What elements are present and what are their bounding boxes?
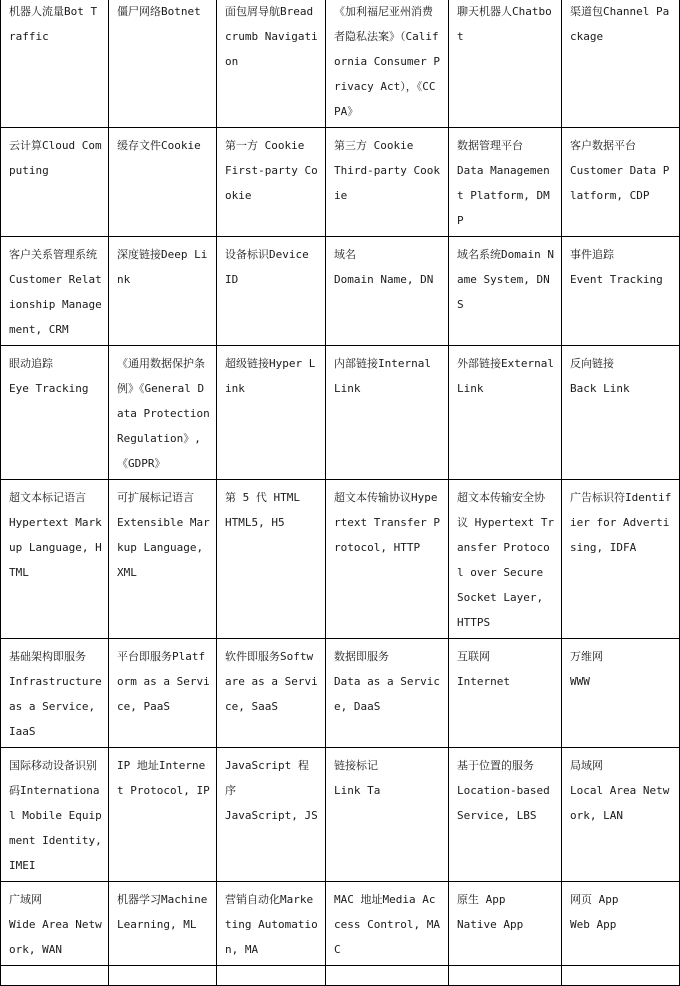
term-cell: 设备标识Device ID	[217, 237, 326, 346]
term-cell: 第一方 Cookie First-party Cookie	[217, 128, 326, 237]
table-row	[1, 639, 680, 748]
term-cell: 数据即服务 Data as a Service, DaaS	[326, 639, 449, 748]
term-cell: 聊天机器人Chatbot	[449, 0, 562, 128]
term-cell: 软件即服务Software as a Service, SaaS	[217, 639, 326, 748]
table-row	[1, 0, 680, 128]
term-cell: 第 5 代 HTML HTML5, H5	[217, 480, 326, 639]
term-cell: 《通用数据保护条例》《General Data Protection Regulation》,《GDPR》	[109, 346, 217, 480]
term-cell: 内部链接Internal Link	[326, 346, 449, 480]
glossary-body	[1, 0, 680, 986]
term-cell: 互联网 Internet	[449, 639, 562, 748]
term-cell: 客户数据平台 Customer Data Platform, CDP	[562, 128, 680, 237]
term-cell: 外部链接External Link	[449, 346, 562, 480]
term-cell: JavaScript 程序 JavaScript, JS	[217, 748, 326, 882]
term-cell: 万维网 WWW	[562, 639, 680, 748]
table-row	[1, 748, 680, 882]
term-cell: 超文本传输协议Hypertext Transfer Protocol, HTTP	[326, 480, 449, 639]
term-cell: 超级链接Hyper Link	[217, 346, 326, 480]
term-cell: 广告标识符Identifier for Advertising, IDFA	[562, 480, 680, 639]
term-cell: 可扩展标记语言 Extensible Markup Language, XML	[109, 480, 217, 639]
term-cell: 局域网 Local Area Network, LAN	[562, 748, 680, 882]
term-cell: 云计算Cloud Computing	[1, 128, 109, 237]
term-cell: 《加利福尼亚州消费者隐私法案》（California Consumer Privacy Act），《CCPA》	[326, 0, 449, 128]
term-cell: 域名系统Domain Name System, DNS	[449, 237, 562, 346]
term-cell: 基于位置的服务 Location-based Service, LBS	[449, 748, 562, 882]
term-cell: 机器人流量Bot Traffic	[1, 0, 109, 128]
term-cell: IP 地址Internet Protocol, IP	[109, 748, 217, 882]
term-cell: 渠道包Channel Package	[562, 0, 680, 128]
table-row-partial	[1, 966, 680, 986]
term-cell: 深度链接Deep Link	[109, 237, 217, 346]
term-cell: 广域网 Wide Area Network, WAN	[1, 882, 109, 966]
term-cell: 域名 Domain Name, DN	[326, 237, 449, 346]
term-cell: 客户关系管理系统Customer Relationship Management, CRM	[1, 237, 109, 346]
term-cell: 第三方 Cookie Third-party Cookie	[326, 128, 449, 237]
term-cell: 缓存文件Cookie	[109, 128, 217, 237]
term-cell: 僵尸网络Botnet	[109, 0, 217, 128]
term-cell: 数据管理平台 Data Management Platform, DMP	[449, 128, 562, 237]
term-cell: 网页 App Web App	[562, 882, 680, 966]
term-cell: 面包屑导航Breadcrumb Navigation	[217, 0, 326, 128]
term-cell: 反向链接 Back Link	[562, 346, 680, 480]
term-cell: 基础架构即服务 Infrastructure as a Service, IaaS	[1, 639, 109, 748]
table-row	[1, 346, 680, 480]
term-cell: 超文本标记语言 Hypertext Markup Language, HTML	[1, 480, 109, 639]
table-row	[1, 480, 680, 639]
term-cell: MAC 地址Media Access Control, MAC	[326, 882, 449, 966]
term-cell: 国际移动设备识别码International Mobile Equipment Identity, IMEI	[1, 748, 109, 882]
term-cell: 眼动追踪 Eye Tracking	[1, 346, 109, 480]
term-cell: 平台即服务Platform as a Service, PaaS	[109, 639, 217, 748]
term-cell: 机器学习Machine Learning, ML	[109, 882, 217, 966]
term-cell: 营销自动化Marketing Automation, MA	[217, 882, 326, 966]
table-row	[1, 237, 680, 346]
term-cell: 事件追踪 Event Tracking	[562, 237, 680, 346]
table-row	[1, 128, 680, 237]
term-cell: 链接标记 Link Ta	[326, 748, 449, 882]
term-cell: 原生 App Native App	[449, 882, 562, 966]
table-row	[1, 882, 680, 966]
term-cell: 超文本传输安全协议 Hypertext Transfer Protocol over Secure Socket Layer, HTTPS	[449, 480, 562, 639]
